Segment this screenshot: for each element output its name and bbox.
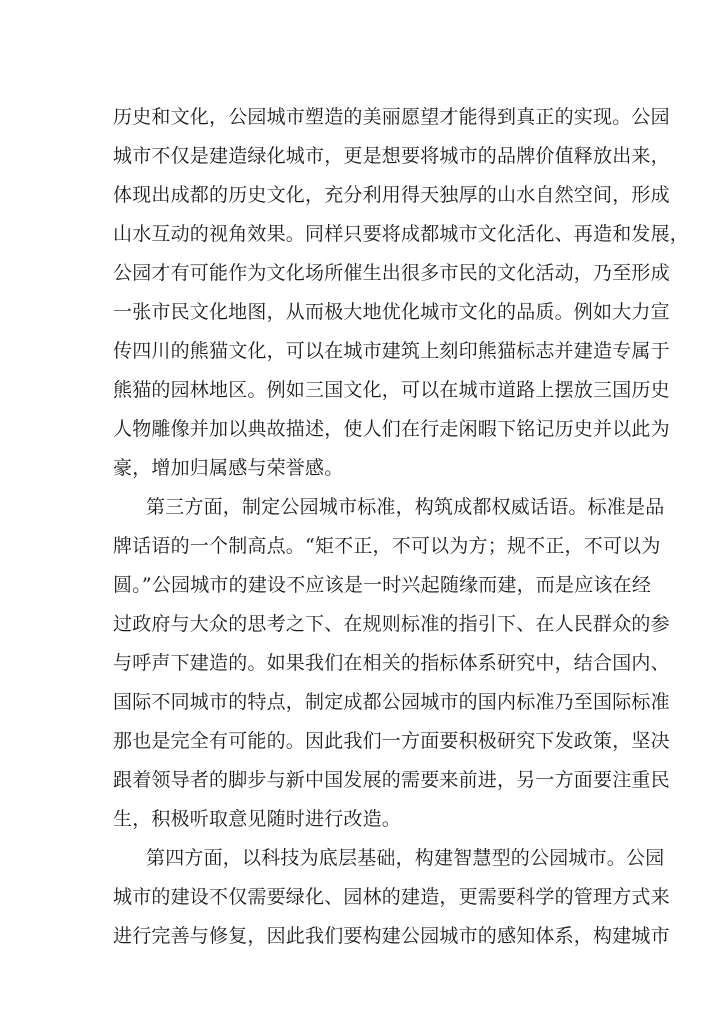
text-line: 山水互动的视角效果。同样只要将成都城市文化活化、再造和发展， <box>113 223 690 245</box>
paragraph-first-line: 第四方面，以科技为底层基础，构建智慧型的公园城市。公园 <box>146 847 665 869</box>
text-line: 跟着领导者的脚步与新中国发展的需要来前进，另一方面要注重民 <box>113 769 670 791</box>
text-line: 生，积极听取意见随时进行改造。 <box>113 808 402 830</box>
text-line: 国际不同城市的特点，制定成都公园城市的国内标准乃至国际标准 <box>113 691 670 713</box>
text-line: 与呼声下建造的。如果我们在相关的指标体系研究中，结合国内、 <box>113 652 670 674</box>
text-line: 人物雕像并加以典故描述，使人们在行走闲暇下铭记历史并以此为 <box>113 418 670 440</box>
text-line: 公园才有可能作为文化场所催生出很多市民的文化活动，乃至形成 <box>113 262 670 284</box>
text-line: 进行完善与修复，因此我们要构建公园城市的感知体系，构建城市 <box>113 925 670 947</box>
text-line: 过政府与大众的思考之下、在规则标准的指引下、在人民群众的参 <box>113 613 670 635</box>
text-line: 历史和文化，公园城市塑造的美丽愿望才能得到真正的实现。公园 <box>113 106 670 128</box>
paragraph-first-line: 第三方面，制定公园城市标准，构筑成都权威话语。标准是品 <box>146 496 665 518</box>
text-line: 熊猫的园林地区。例如三国文化，可以在城市道路上摆放三国历史 <box>113 379 670 401</box>
text-line: 体现出成都的历史文化，充分利用得天独厚的山水自然空间，形成 <box>113 184 670 206</box>
text-line: 那也是完全有可能的。因此我们一方面要积极研究下发政策，坚决 <box>113 730 670 752</box>
text-line: 豪，增加归属感与荣誉感。 <box>113 457 344 479</box>
text-line: 牌话语的一个制高点。“矩不正，不可以为方；规不正，不可以为 <box>113 535 661 557</box>
text-line: 一张市民文化地图，从而极大地优化城市文化的品质。例如大力宣 <box>113 301 670 323</box>
text-line: 圆。”公园城市的建设不应该是一时兴起随缘而建，而是应该在经 <box>113 574 652 596</box>
text-line: 传四川的熊猫文化，可以在城市建筑上刻印熊猫标志并建造专属于 <box>113 340 670 362</box>
text-line: 城市的建设不仅需要绿化、园林的建造，更需要科学的管理方式来 <box>113 886 670 908</box>
text-line: 城市不仅是建造绿化城市，更是想要将城市的品牌价值释放出来， <box>113 145 670 167</box>
